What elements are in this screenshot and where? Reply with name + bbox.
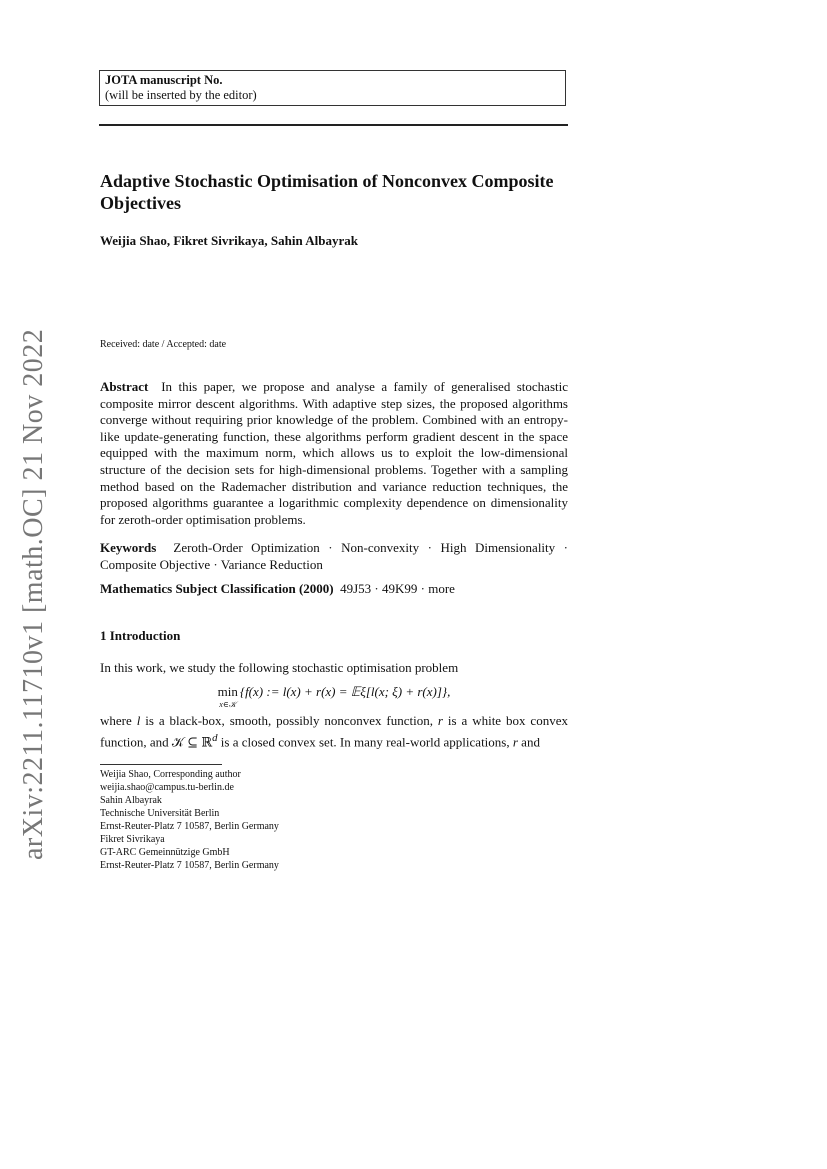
footnote-line: Fikret Sivrikaya <box>100 834 165 845</box>
msc-section <box>100 581 568 598</box>
footnote-line: Ernst-Reuter-Platz 7 10587, Berlin Germany <box>100 821 279 832</box>
abstract-section <box>100 379 568 528</box>
equation-min-operator <box>218 684 238 709</box>
equation-content <box>218 684 451 709</box>
keywords-label: Keywords <box>100 540 157 555</box>
footnote-line: Technische Universität Berlin <box>100 808 220 819</box>
math-symbol-r: r <box>437 713 443 728</box>
text-run: is a black-box, smooth, possibly nonconvex function, <box>140 713 438 728</box>
footnote-line: Weijia Shao, Corresponding author <box>100 769 241 780</box>
received-line: Received: date / Accepted: date <box>100 339 227 350</box>
equation-body: {f(x) := l(x) + r(x) = 𝔼ξ[l(x; ξ) + r(x)]}, <box>239 684 451 699</box>
msc-codes: 49J53 · 49K99 · more <box>340 581 455 596</box>
footnote-line: GT-ARC Gemeinnützige GmbH <box>100 847 230 858</box>
intro-paragraph-1: In this work, we study the following stochastic optimisation problem <box>100 660 459 675</box>
text-run: is a closed convex set. In many real-world applications, <box>217 733 513 749</box>
footnote-line: weijia.shao@campus.tu-berlin.de <box>100 782 234 793</box>
min-text: min <box>217 684 238 699</box>
paper-title: Adaptive Stochastic Optimisation of Nonconvex Composite Objectives <box>100 171 554 213</box>
footnote-rule <box>100 764 222 765</box>
author-list: Weijia Shao, Fikret Sivrikaya, Sahin Albayrak <box>100 233 359 248</box>
journal-manuscript-label: JOTA manuscript No. <box>105 73 223 87</box>
text-run: and <box>517 733 540 749</box>
keywords-text: Zeroth-Order Optimization · Non-convexity · High Dimensionality · Composite Objective · Variance Reduction <box>100 540 568 572</box>
keywords-section <box>100 540 568 573</box>
footnote-line: Ernst-Reuter-Platz 7 10587, Berlin Germany <box>100 860 279 871</box>
text-run: is a white box convex function, and <box>100 713 568 749</box>
math-symbol-l: l <box>136 713 141 728</box>
text-run: where <box>100 713 137 728</box>
min-subscript: x∈𝒦 <box>219 700 237 709</box>
intro-paragraph-2 <box>100 713 568 751</box>
msc-label: Mathematics Subject Classification (2000) <box>100 581 334 596</box>
footnote-block <box>100 768 279 872</box>
header-rule <box>99 124 568 126</box>
math-symbol-r: r <box>512 733 518 749</box>
section-heading-introduction: 1 Introduction <box>100 628 181 643</box>
display-equation <box>100 684 568 709</box>
abstract-label: Abstract <box>100 379 149 394</box>
footnote-line: Sahin Albayrak <box>100 795 162 806</box>
arxiv-identifier-stamp: arXiv:2211.11710v1 [math.OC] 21 Nov 2022 <box>18 328 49 860</box>
editor-note: (will be inserted by the editor) <box>105 88 257 102</box>
math-set-K: 𝒦 ⊆ ℝ <box>171 733 213 749</box>
math-superscript-d: d <box>212 731 218 744</box>
journal-header-box <box>99 70 566 106</box>
abstract-text: In this paper, we propose and analyse a family of generalised stochastic composite mirror descent algorithms. With adaptive step sizes, the proposed algorithms converge without requiring prior knowledge of the problem. Combined with an entropy-like update-generating function, these algorithms perform gradient descent in the space equipped with the maximum norm, which allows us to exploit the low-dimensional structure of the decision sets for high-dimensional problems. Together with a sampling method based on the Rademacher distribution and variance reduction techniques, the proposed algorithms guarantee a logarithmic complexity dependence on dimensionality for zeroth-order optimisation problems. <box>100 379 568 527</box>
